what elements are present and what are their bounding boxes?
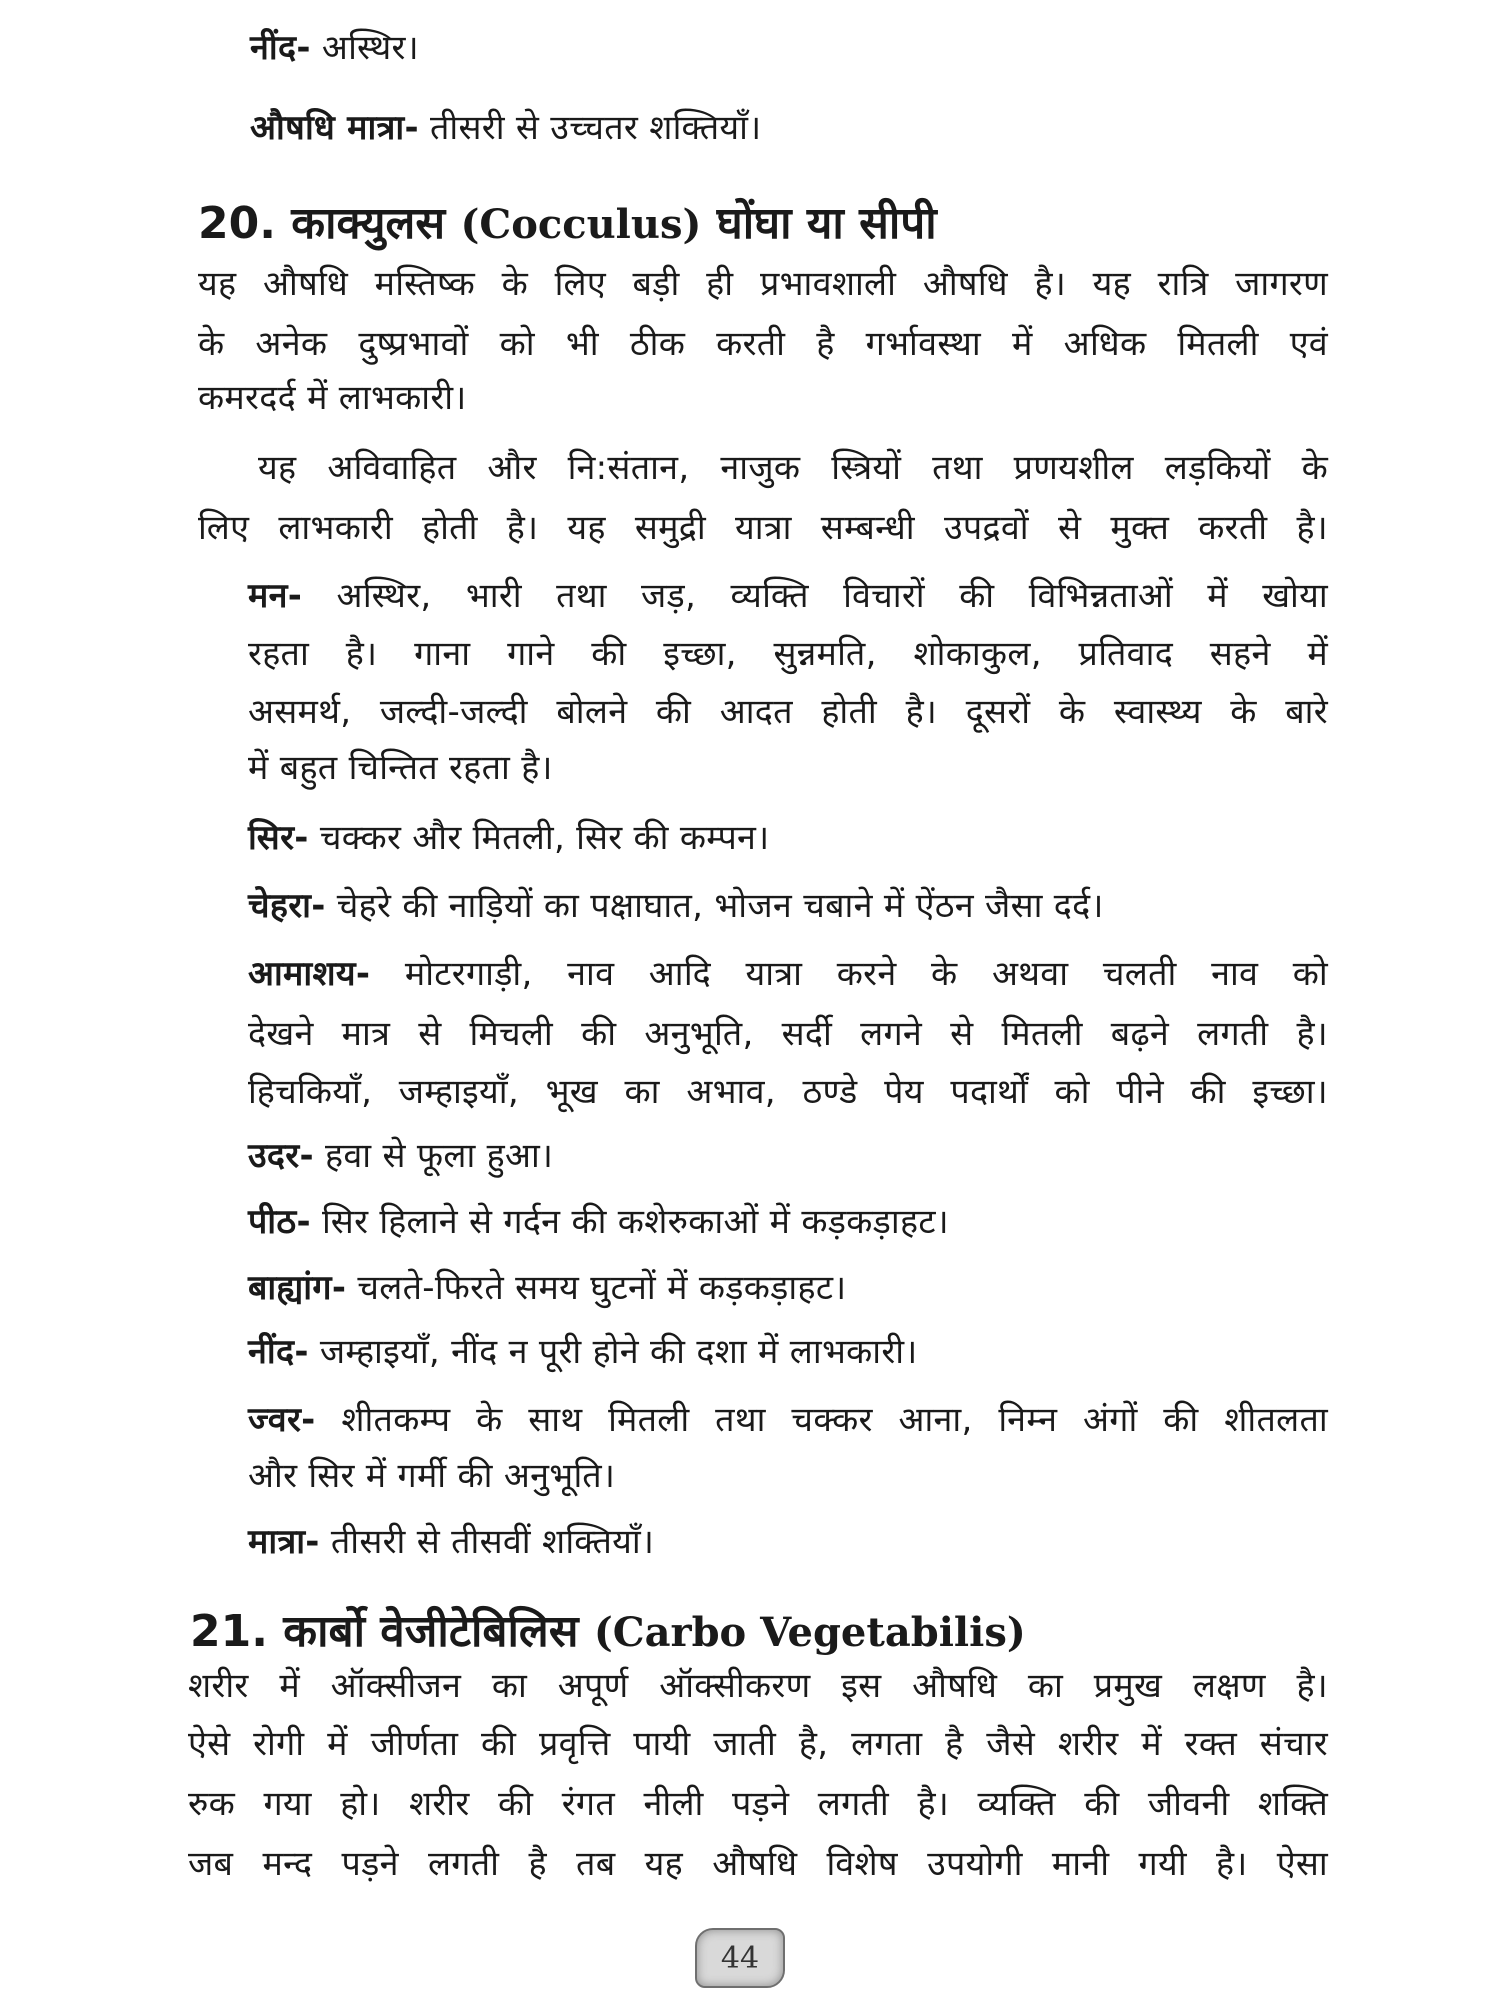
entry-man-line4: में बहुत चिन्तित रहता है। (248, 748, 553, 788)
s20-para2-line1: यह अविवाहित और नि:संतान, नाजुक स्त्रियों तथा प्रणयशील लड़कियों के (258, 448, 1328, 488)
entry-jwar-line1: ज्वर- शीतकम्प के साथ मितली तथा चक्कर आना, निम्न अंगों की शीतलता (248, 1400, 1328, 1440)
s21-para1-line1: शरीर में ऑक्सीजन का अपूर्ण ऑक्सीकरण इस औषधि का प्रमुख लक्षण है। (188, 1666, 1328, 1706)
page-number: 44 (720, 1940, 760, 1976)
s21-para1-line3: रुक गया हो। शरीर की रंगत नीली पड़ने लगती है। व्यक्ति की जीवनी शक्ति (188, 1784, 1328, 1824)
entry-neend-top: नींद- अस्थिर। (250, 28, 419, 68)
entry-matra: मात्रा- तीसरी से तीसवीं शक्तियाँ। (248, 1522, 655, 1562)
entry-man-line3: असमर्थ, जल्दी-जल्दी बोलने की आदत होती है। दूसरों के स्वास्थ्य के बारे (248, 692, 1328, 732)
s21-para1-line2: ऐसे रोगी में जीर्णता की प्रवृत्ति पायी जाती है, लगता है जैसे शरीर में रक्त संचार (188, 1724, 1328, 1764)
entry-sir: सिर- चक्कर और मितली, सिर की कम्पन। (248, 818, 770, 858)
section-20-heading: 20. काक्युलस (Cocculus) घोंघा या सीपी (198, 198, 937, 249)
entry-neend: नींद- जम्हाइयाँ, नींद न पूरी होने की दशा में लाभकारी। (248, 1332, 918, 1372)
entry-udar: उदर- हवा से फूला हुआ। (248, 1136, 554, 1176)
entry-jwar-line2: और सिर में गर्मी की अनुभूति। (248, 1456, 616, 1496)
s20-para1-line3: कमरदर्द में लाभकारी। (198, 378, 467, 418)
page-number-badge (695, 1928, 785, 1988)
s21-para1-line4: जब मन्द पड़ने लगती है तब यह औषधि विशेष उपयोगी मानी गयी है। ऐसा (188, 1844, 1328, 1884)
entry-man-line1: मन- अस्थिर, भारी तथा जड़, व्यक्ति विचारों की विभिन्नताओं में खोया (248, 576, 1328, 616)
s20-para2-line2: लिए लाभकारी होती है। यह समुद्री यात्रा सम्बन्धी उपद्रवों से मुक्त करती है। (198, 508, 1328, 548)
entry-amashay-line2: देखने मात्र से मिचली की अनुभूति, सर्दी लगने से मितली बढ़ने लगती है। (248, 1014, 1328, 1054)
entry-chehra: चेहरा- चेहरे की नाड़ियों का पक्षाघात, भोजन चबाने में ऐंठन जैसा दर्द। (248, 886, 1104, 926)
s20-para1-line1: यह औषधि मस्तिष्क के लिए बड़ी ही प्रभावशाली औषधि है। यह रात्रि जागरण (198, 264, 1328, 304)
entry-amashay-line3: हिचकियाँ, जम्हाइयाँ, भूख का अभाव, ठण्डे पेय पदार्थों को पीने की इच्छा। (248, 1072, 1328, 1112)
entry-aushadhi-matra: औषधि मात्रा- तीसरी से उच्चतर शक्तियाँ। (250, 108, 762, 148)
entry-amashay-line1: आमाशय- मोटरगाड़ी, नाव आदि यात्रा करने के अथवा चलती नाव को (248, 954, 1328, 994)
entry-bahyang: बाह्यांग- चलते-फिरते समय घुटनों में कड़कड़ाहट। (248, 1268, 847, 1308)
entry-man-line2: रहता है। गाना गाने की इच्छा, सुन्नमति, शोकाकुल, प्रतिवाद सहने में (248, 634, 1328, 674)
section-21-heading: 21. कार्बो वेजीटेबिलिस (Carbo Vegetabilis) (190, 1606, 1026, 1657)
s20-para1-line2: के अनेक दुष्प्रभावों को भी ठीक करती है गर्भावस्था में अधिक मितली एवं (198, 324, 1328, 364)
entry-peeth: पीठ- सिर हिलाने से गर्दन की कशेरुकाओं में कड़कड़ाहट। (248, 1202, 949, 1242)
